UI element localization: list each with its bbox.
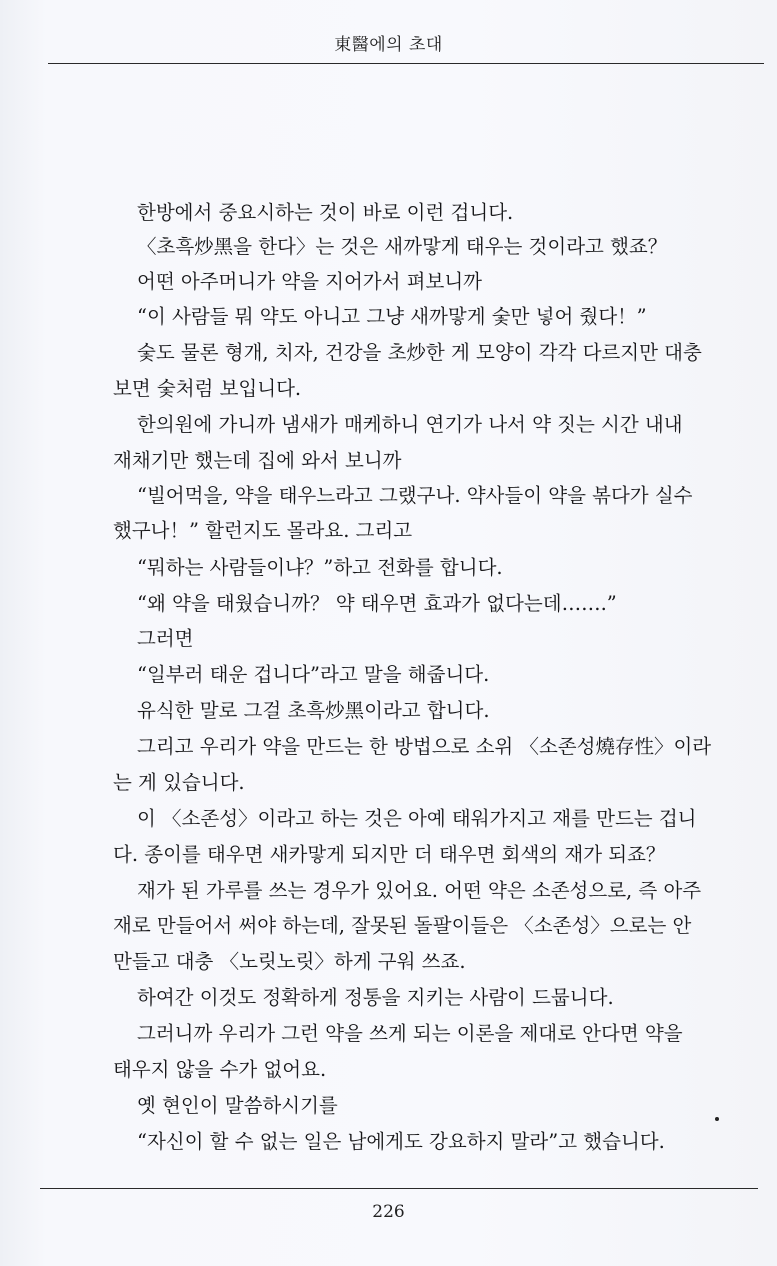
text-line: 재채기만 했는데 집에 와서 보니까: [113, 449, 402, 472]
text-line: 옛 현인이 말씀하시기를: [137, 1094, 338, 1117]
text-line: 는 게 있습니다.: [113, 771, 245, 794]
text-line: 했구나！” 할런지도 몰라요. 그리고: [113, 519, 413, 542]
text-line: 그리고 우리가 약을 만드는 한 방법으로 소위 〈소존성燒存性〉이라: [137, 735, 712, 758]
text-line: 이 〈소존성〉이라고 하는 것은 아예 태워가지고 재를 만드는 겁니: [137, 807, 697, 830]
text-line: “자신이 할 수 없는 일은 남에게도 강요하지 말라”고 했습니다.: [137, 1130, 665, 1153]
text-line: 재가 된 가루를 쓰는 경우가 있어요. 어떤 약은 소존성으로, 즉 아주: [137, 879, 702, 902]
text-line: “일부러 태운 겁니다”라고 말을 해줍니다.: [137, 663, 490, 686]
text-line: 어떤 아주머니가 약을 지어가서 펴보니까: [137, 270, 483, 293]
text-line: 한방에서 중요시하는 것이 바로 이런 겁니다.: [137, 201, 514, 224]
text-line: 보면 숯처럼 보입니다.: [113, 377, 302, 400]
text-line: “빌어먹을, 약을 태우느라고 그랬구나. 약사들이 약을 볶다가 실수: [137, 484, 693, 507]
running-head-title: 東醫에의 초대: [334, 35, 443, 55]
page-number: 226: [372, 1202, 405, 1222]
text-line: 숯도 물론 형개, 치자, 건강을 초炒한 게 모양이 각각 다르지만 대충: [137, 341, 702, 364]
text-line: 하여간 이것도 정확하게 정통을 지키는 사람이 드뭅니다.: [137, 986, 614, 1009]
text-line: 유식한 말로 그걸 초흑炒黑이라고 합니다.: [137, 699, 490, 722]
text-line: 한의원에 가니까 냄새가 매케하니 연기가 나서 약 짓는 시간 내내: [137, 413, 683, 436]
text-line: 태우지 않을 수가 없어요.: [113, 1058, 327, 1081]
text-line: 만들고 대충 〈노릿노릿〉하게 구워 쓰죠.: [113, 950, 466, 973]
text-line: 재로 만들어서 써야 하는데, 잘못된 돌팔이들은 〈소존성〉으로는 안: [113, 914, 692, 937]
text-line: 그러니까 우리가 그런 약을 쓰게 되는 이론을 제대로 안다면 약을: [137, 1022, 683, 1045]
text-line: “왜 약을 태웠습니까？ 약 태우면 효과가 없다는데…….”: [137, 592, 617, 615]
text-line: “이 사람들 뭐 약도 아니고 그냥 새까맣게 숯만 넣어 줬다！”: [137, 305, 647, 328]
text-line: 다. 종이를 태우면 새카맣게 되지만 더 태우면 회색의 재가 되죠？: [113, 843, 666, 866]
ink-speck: [715, 1117, 719, 1121]
text-line: 그러면: [137, 627, 194, 650]
text-line: 〈초흑炒黑을 한다〉는 것은 새까맣게 태우는 것이라고 했죠？: [137, 235, 668, 258]
footer-rule: [40, 1188, 758, 1189]
text-line: “뭐하는 사람들이냐？”하고 전화를 합니다.: [137, 556, 503, 579]
